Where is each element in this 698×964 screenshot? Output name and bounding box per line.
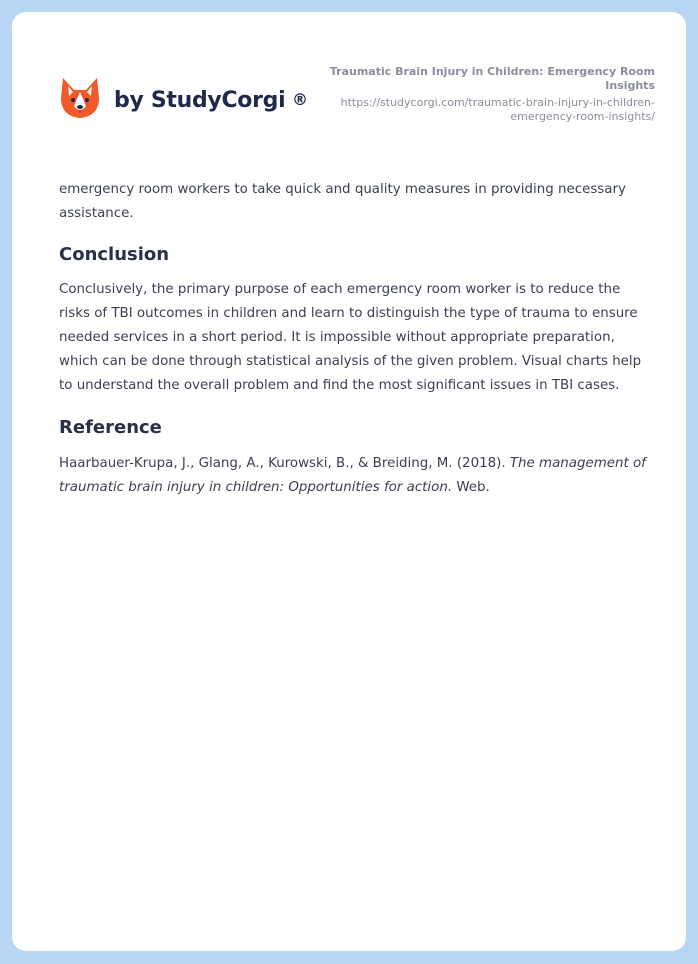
document-title: Traumatic Brain Injury in Children: Emergency Room Insights (329, 65, 655, 92)
document-content (59, 178, 649, 500)
reference-heading: Reference (59, 417, 162, 438)
conclusion-paragraph: Conclusively, the primary purpose of each emergency room worker is to reduce the risks of TBI outcomes in children and learn to distinguish the type of trauma to ensure needed services in a short period. It is impossible without appropriate preparation, which can be done through statistical analysis of the given problem. Visual charts help to understand the overall problem and find the most significant issues in TBI cases. (59, 282, 642, 393)
brand-name: by StudyCorgi (114, 87, 286, 113)
intro-paragraph: emergency room workers to take quick and quality measures in providing necessary assistance. (59, 182, 626, 221)
reference-authors: Haarbauer-Krupa, J., Glang, A., Kurowski, B., & Breiding, M. (2018). (59, 456, 510, 471)
registered-mark: ® (292, 90, 308, 109)
reference-entry (59, 452, 649, 500)
reference-suffix: Web. (452, 480, 490, 495)
document-url[interactable]: https://studycorgi.com/traumatic-brain-injury-in-children-emergency-room-insights/ (340, 96, 655, 123)
document-page (12, 12, 686, 951)
document-meta (315, 65, 655, 124)
corgi-icon (60, 76, 100, 120)
reference-title: The management of traumatic brain injury in children: Opportunities for action. (59, 456, 646, 495)
studycorgi-logo[interactable] (60, 76, 308, 120)
conclusion-heading: Conclusion (59, 244, 170, 265)
